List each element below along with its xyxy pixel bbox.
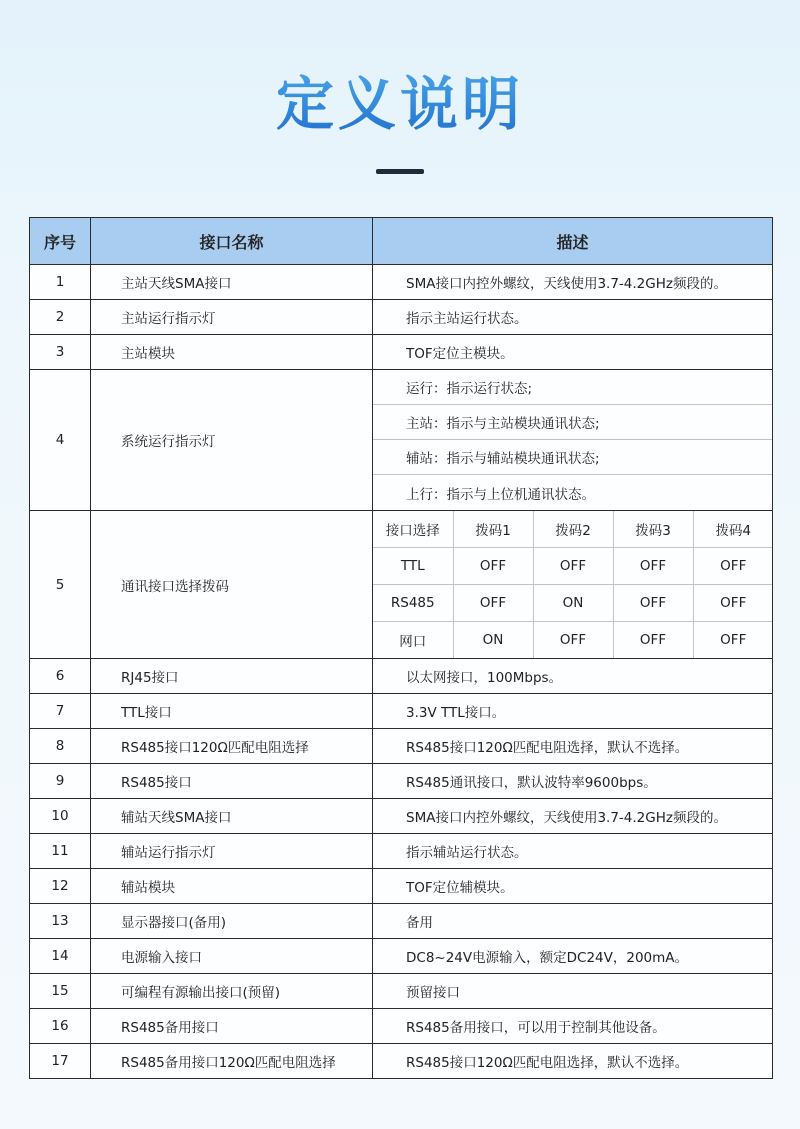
table-row	[30, 659, 773, 694]
table-row	[30, 335, 773, 370]
row-name: 主站模块	[91, 335, 373, 370]
status-line-main: 主站：指示与主站模块通讯状态;	[373, 405, 772, 440]
dip-row	[373, 548, 773, 585]
row-number: 8	[30, 729, 91, 764]
row-name: RS485备用接口120Ω匹配电阻选择	[91, 1044, 373, 1079]
row-description: 指示辅站运行状态。	[373, 834, 773, 869]
dip-cell: RS485	[373, 585, 453, 622]
row-description: RS485备用接口，可以用于控制其他设备。	[373, 1009, 773, 1044]
row-number: 12	[30, 869, 91, 904]
row-description: TOF定位主模块。	[373, 335, 773, 370]
status-line-run: 运行：指示运行状态;	[373, 370, 772, 405]
row-name: RS485接口	[91, 764, 373, 799]
dip-header-cell: 拨码1	[453, 511, 533, 548]
row-name: 电源输入接口	[91, 939, 373, 974]
row-description: TOF定位辅模块。	[373, 869, 773, 904]
table-row	[30, 511, 773, 659]
table-row	[30, 974, 773, 1009]
row-name: RS485接口120Ω匹配电阻选择	[91, 729, 373, 764]
row-number: 6	[30, 659, 91, 694]
dip-cell: ON	[533, 585, 613, 622]
header-name: 接口名称	[91, 218, 373, 265]
row-name: 辅站天线SMA接口	[91, 799, 373, 834]
row-number: 15	[30, 974, 91, 1009]
row-number: 3	[30, 335, 91, 370]
title-underline	[376, 169, 424, 174]
table-row	[30, 764, 773, 799]
dip-header-row	[373, 511, 773, 548]
definition-table	[29, 217, 773, 1079]
row-name: 辅站模块	[91, 869, 373, 904]
row-name: 可编程有源输出接口(预留)	[91, 974, 373, 1009]
table-row	[30, 370, 773, 511]
row-name: 辅站运行指示灯	[91, 834, 373, 869]
dip-cell: OFF	[693, 548, 773, 585]
row-number: 2	[30, 300, 91, 335]
table-row	[30, 265, 773, 300]
dip-cell: OFF	[533, 622, 613, 659]
table-row	[30, 869, 773, 904]
table-row	[30, 1044, 773, 1079]
row-name: RS485备用接口	[91, 1009, 373, 1044]
table-row	[30, 694, 773, 729]
row-description: RS485接口120Ω匹配电阻选择，默认不选择。	[373, 1044, 773, 1079]
dip-header-cell: 拨码3	[613, 511, 693, 548]
row-number: 13	[30, 904, 91, 939]
row-number: 14	[30, 939, 91, 974]
dip-cell: OFF	[453, 585, 533, 622]
row-description: 3.3V TTL接口。	[373, 694, 773, 729]
status-line-aux: 辅站：指示与辅站模块通讯状态;	[373, 440, 772, 475]
table-row	[30, 729, 773, 764]
row-number: 1	[30, 265, 91, 300]
row-description: RS485通讯接口，默认波特率9600bps。	[373, 764, 773, 799]
dip-cell: ON	[453, 622, 533, 659]
table-row	[30, 904, 773, 939]
row-name: 显示器接口(备用)	[91, 904, 373, 939]
row-description: 备用	[373, 904, 773, 939]
row-name: 通讯接口选择拨码	[91, 511, 373, 659]
dip-cell: OFF	[693, 585, 773, 622]
table-row	[30, 300, 773, 335]
page-title: 定义说明	[0, 66, 800, 142]
table-row	[30, 1009, 773, 1044]
row-description: SMA接口内控外螺纹，天线使用3.7-4.2GHz频段的。	[373, 799, 773, 834]
row-description: 预留接口	[373, 974, 773, 1009]
table-header-row	[30, 218, 773, 265]
dip-cell: OFF	[613, 622, 693, 659]
row-number: 9	[30, 764, 91, 799]
row-description: 指示主站运行状态。	[373, 300, 773, 335]
dip-cell: OFF	[453, 548, 533, 585]
row-name: 主站运行指示灯	[91, 300, 373, 335]
row-number: 16	[30, 1009, 91, 1044]
row-description: SMA接口内控外螺纹，天线使用3.7-4.2GHz频段的。	[373, 265, 773, 300]
dip-row	[373, 622, 773, 659]
status-line-uplink: 上行：指示与上位机通讯状态。	[406, 486, 595, 503]
row-name: TTL接口	[91, 694, 373, 729]
dip-switch-table	[373, 511, 773, 658]
table-row	[30, 834, 773, 869]
row-number: 5	[30, 511, 91, 659]
dip-switch-cell	[373, 511, 773, 659]
header-no: 序号	[30, 218, 91, 265]
dip-header-cell: 接口选择	[373, 511, 453, 548]
dip-cell: OFF	[533, 548, 613, 585]
row-description-multi	[373, 370, 773, 511]
row-name: RJ45接口	[91, 659, 373, 694]
table-row	[30, 939, 773, 974]
header-desc: 描述	[373, 218, 773, 265]
row-name: 主站天线SMA接口	[91, 265, 373, 300]
row-number: 7	[30, 694, 91, 729]
dip-cell: OFF	[613, 585, 693, 622]
dip-row	[373, 585, 773, 622]
row-number: 10	[30, 799, 91, 834]
row-description: DC8~24V电源输入，额定DC24V，200mA。	[373, 939, 773, 974]
dip-header-cell: 拨码2	[533, 511, 613, 548]
row-description: RS485接口120Ω匹配电阻选择，默认不选择。	[373, 729, 773, 764]
dip-header-cell: 拨码4	[693, 511, 773, 548]
row-name: 系统运行指示灯	[91, 370, 373, 511]
dip-cell: 网口	[373, 622, 453, 659]
dip-cell: OFF	[613, 548, 693, 585]
dip-cell: TTL	[373, 548, 453, 585]
row-number: 4	[30, 370, 91, 511]
table-row	[30, 799, 773, 834]
dip-cell: OFF	[720, 632, 747, 648]
row-description: 以太网接口，100Mbps。	[373, 659, 773, 694]
row-number: 17	[30, 1044, 91, 1079]
row-number: 11	[30, 834, 91, 869]
